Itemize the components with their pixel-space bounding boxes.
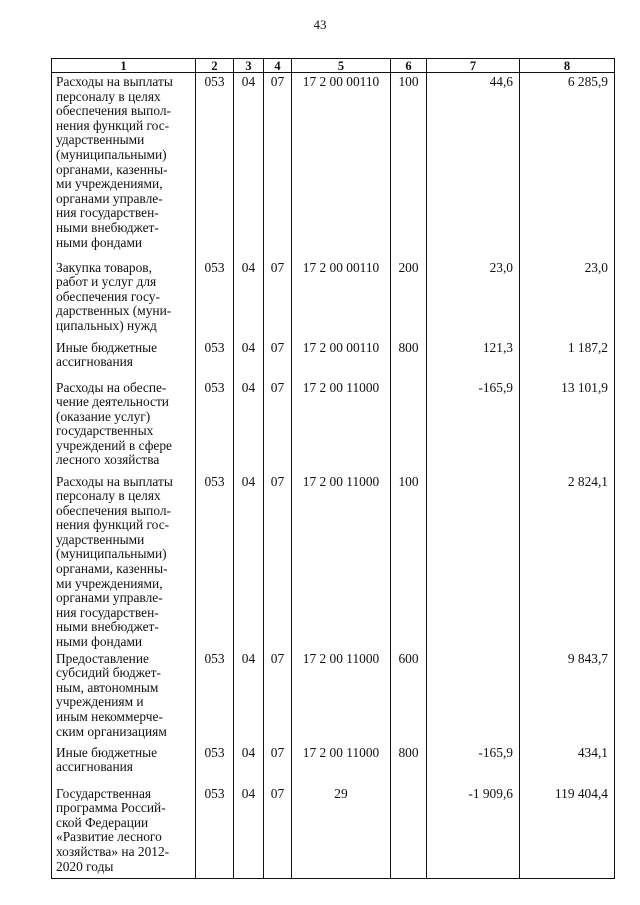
cell-col-7: 23,0: [427, 259, 520, 339]
row-name-line: органами управле-: [56, 590, 163, 606]
row-name-line: Расходы на выплаты: [56, 473, 173, 489]
row-name-cell: [52, 73, 196, 259]
row-name: [56, 475, 192, 650]
row-name-line: ассигнования: [56, 759, 133, 775]
cell-col-3: 04: [234, 259, 264, 339]
cell-col-6: [391, 785, 427, 879]
row-name-line: (оказание услуг): [56, 408, 151, 424]
row-name-line: (муниципальными): [56, 146, 167, 162]
cell-col-5: 17 2 00 11000: [292, 650, 391, 744]
row-name-line: ными внебюджет-: [56, 219, 159, 235]
table-row: [52, 379, 615, 473]
cell-col-2: 053: [196, 259, 234, 339]
row-name-line: ской Федерации: [56, 814, 149, 830]
row-name-line: органами управле-: [56, 190, 163, 206]
cell-col-7: [427, 473, 520, 650]
cell-col-2: 053: [196, 744, 234, 785]
cell-col-5: 17 2 00 11000: [292, 473, 391, 650]
header-col-4: 4: [264, 59, 292, 73]
row-name-line: ассигнования: [56, 354, 133, 370]
cell-col-5: 17 2 00 11000: [292, 744, 391, 785]
table-row: [52, 785, 615, 879]
row-name-line: Иные бюджетные: [56, 339, 158, 355]
row-name-cell: [52, 473, 196, 650]
cell-col-4: 07: [264, 379, 292, 473]
cell-col-8: 6 285,9: [520, 73, 615, 259]
row-name-line: ными фондами: [56, 634, 143, 650]
row-name-line: 2020 годы: [56, 858, 114, 874]
cell-col-2: 053: [196, 785, 234, 879]
cell-col-8: 434,1: [520, 744, 615, 785]
cell-col-6: 100: [391, 73, 427, 259]
row-name-line: обеспечения выпол-: [56, 502, 171, 518]
row-name-line: лесного хозяйства: [56, 452, 160, 468]
cell-col-8: 119 404,4: [520, 785, 615, 879]
row-name: [56, 75, 192, 250]
table-row: [52, 473, 615, 650]
header-col-6: 6: [391, 59, 427, 73]
row-name-line: Предоставление: [56, 650, 149, 666]
cell-col-8: 23,0: [520, 259, 615, 339]
cell-col-4: 07: [264, 259, 292, 339]
cell-col-6: 800: [391, 339, 427, 379]
table-row: [52, 650, 615, 744]
row-name-line: обеспечения выпол-: [56, 103, 171, 119]
row-name-line: «Развитие лесного: [56, 829, 162, 845]
row-name-line: ми учреждениями,: [56, 176, 163, 192]
row-name-line: ципальных) нужд: [56, 317, 157, 333]
row-name: [56, 787, 192, 875]
row-name-line: органами, казенны-: [56, 161, 168, 177]
cell-col-5: 17 2 00 00110: [292, 259, 391, 339]
row-name-cell: [52, 339, 196, 379]
cell-col-7: -1 909,6: [427, 785, 520, 879]
row-name: [56, 261, 192, 334]
row-name: [56, 341, 192, 370]
cell-col-8: 9 843,7: [520, 650, 615, 744]
cell-col-6: 600: [391, 650, 427, 744]
header-col-8: 8: [520, 59, 615, 73]
row-name-line: Закупка товаров,: [56, 259, 152, 275]
row-name-line: Государственная: [56, 785, 152, 801]
cell-col-3: 04: [234, 339, 264, 379]
header-col-2: 2: [196, 59, 234, 73]
table-row: [52, 259, 615, 339]
row-name-line: ским организациям: [56, 723, 167, 739]
row-name-line: государственных: [56, 423, 154, 439]
row-name-line: ния государствен-: [56, 604, 159, 620]
row-name-line: дарственных (муни-: [56, 303, 172, 319]
cell-col-3: 04: [234, 744, 264, 785]
row-name-line: Расходы на обеспе-: [56, 379, 167, 395]
row-name-line: учреждениям и: [56, 694, 144, 710]
row-name: [56, 652, 192, 740]
cell-col-7: [427, 650, 520, 744]
row-name-line: обеспечения госу-: [56, 288, 160, 304]
cell-col-2: 053: [196, 73, 234, 259]
cell-col-2: 053: [196, 379, 234, 473]
cell-col-5: 17 2 00 11000: [292, 379, 391, 473]
header-col-1: 1: [52, 59, 196, 73]
cell-col-6: [391, 379, 427, 473]
row-name-line: хозяйства» на 2012-: [56, 844, 170, 859]
row-name-line: органами, казенны-: [56, 561, 168, 577]
cell-col-4: 07: [264, 744, 292, 785]
row-name-cell: [52, 744, 196, 785]
header-col-3: 3: [234, 59, 264, 73]
cell-col-4: 07: [264, 473, 292, 650]
row-name-line: ми учреждениями,: [56, 575, 163, 591]
cell-col-2: 053: [196, 650, 234, 744]
budget-table: [51, 58, 615, 879]
cell-col-3: 04: [234, 473, 264, 650]
cell-col-5: 29: [292, 785, 391, 879]
cell-col-4: 07: [264, 785, 292, 879]
cell-col-7: -165,9: [427, 379, 520, 473]
row-name-line: персоналу в целях: [56, 88, 161, 104]
header-row: [52, 59, 615, 73]
cell-col-8: 2 824,1: [520, 473, 615, 650]
row-name-line: программа Россий-: [56, 800, 166, 816]
cell-col-7: 121,3: [427, 339, 520, 379]
cell-col-7: 44,6: [427, 73, 520, 259]
cell-col-6: 100: [391, 473, 427, 650]
row-name-line: учреждений в сфере: [56, 437, 172, 453]
cell-col-4: 07: [264, 339, 292, 379]
row-name-cell: [52, 650, 196, 744]
row-name-line: Расходы на выплаты: [56, 74, 173, 89]
cell-col-3: 04: [234, 650, 264, 744]
row-name-line: ными фондами: [56, 234, 143, 250]
row-name-line: работ и услуг для: [56, 274, 157, 290]
row-name-line: иным некоммерче-: [56, 709, 163, 724]
row-name-line: нения функций гос-: [56, 117, 170, 133]
row-name-line: нения функций гос-: [56, 517, 170, 533]
cell-col-7: -165,9: [427, 744, 520, 785]
cell-col-8: 13 101,9: [520, 379, 615, 473]
row-name: [56, 381, 192, 469]
cell-col-5: 17 2 00 00110: [292, 339, 391, 379]
cell-col-2: 053: [196, 473, 234, 650]
row-name-line: персоналу в целях: [56, 488, 161, 504]
table-row: [52, 339, 615, 379]
cell-col-3: 04: [234, 379, 264, 473]
cell-col-3: 04: [234, 73, 264, 259]
cell-col-6: 800: [391, 744, 427, 785]
cell-col-8: 1 187,2: [520, 339, 615, 379]
row-name-line: ния государствен-: [56, 205, 159, 221]
row-name-cell: [52, 785, 196, 879]
row-name: [56, 746, 192, 775]
row-name-cell: [52, 259, 196, 339]
header-col-5: 5: [292, 59, 391, 73]
cell-col-4: 07: [264, 650, 292, 744]
row-name-line: ударственными: [56, 531, 145, 547]
row-name-line: Иные бюджетные: [56, 744, 158, 760]
cell-col-3: 04: [234, 785, 264, 879]
row-name-line: ударственными: [56, 132, 145, 148]
cell-col-4: 07: [264, 73, 292, 259]
row-name-cell: [52, 379, 196, 473]
row-name-line: субсидий бюджет-: [56, 665, 161, 681]
row-name-line: ным, автономным: [56, 679, 159, 695]
table-row: [52, 73, 615, 259]
cell-col-2: 053: [196, 339, 234, 379]
page-number: 43: [313, 17, 327, 32]
row-name-line: чение деятельности: [56, 394, 169, 410]
cell-col-5: 17 2 00 00110: [292, 73, 391, 259]
header-col-7: 7: [427, 59, 520, 73]
row-name-line: (муниципальными): [56, 546, 167, 562]
cell-col-6: 200: [391, 259, 427, 339]
table-row: [52, 744, 615, 785]
row-name-line: ными внебюджет-: [56, 619, 159, 635]
